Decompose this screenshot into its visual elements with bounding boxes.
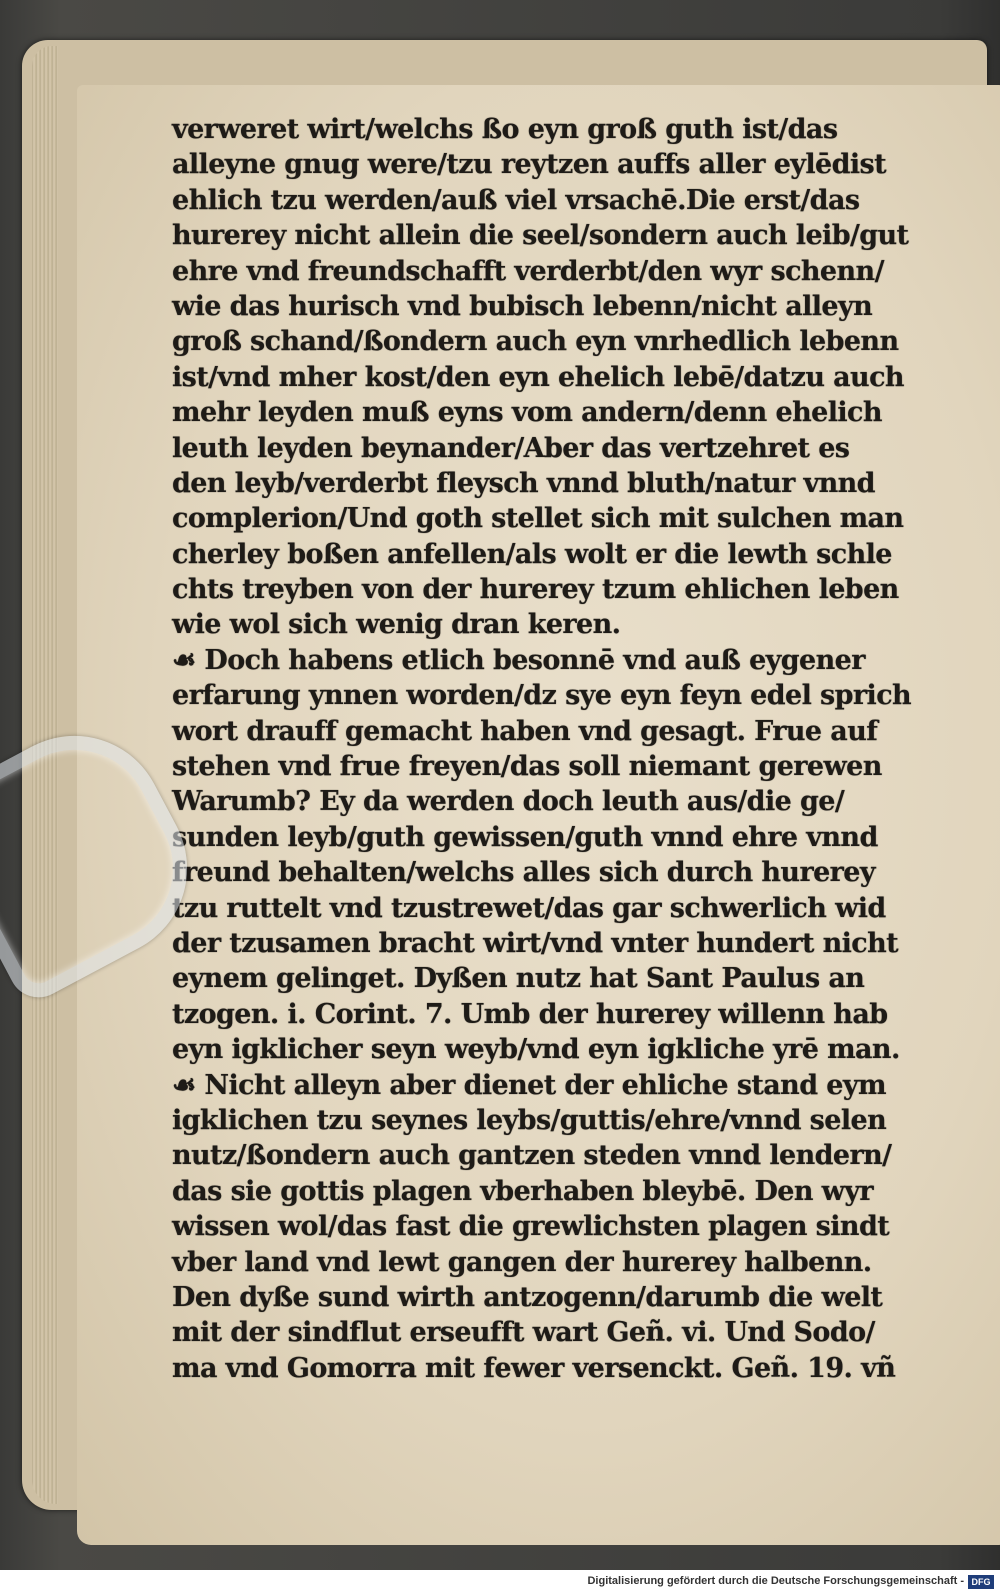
text-line: ma vnd Gomorra mit fewer versenckt. Geñ. 19. vñ (172, 1352, 896, 1384)
text-line: eyn igklicher seyn weyb/vnd eyn igkliche yrē man. (172, 1034, 900, 1066)
text-line: chts treyben von der hurerey tzum ehlichen leben (172, 574, 899, 606)
text-line: mit der sindflut erseufft wart Geñ. vi. Und Sodo/ (172, 1317, 875, 1349)
text-line: cherley boßen anfellen/als wolt er die lewth schle (172, 538, 892, 570)
text-line: ehre vnd freundschafft verderbt/den wyr schenn/ (172, 255, 884, 287)
text-line: sunden leyb/guth gewissen/guth vnnd ehre vnnd (172, 821, 878, 853)
text-line: nutz/ßondern auch gantzen steden vnnd lendern/ (172, 1140, 892, 1172)
text-line: Den dyße sund wirth antzogenn/darumb die welt (172, 1281, 883, 1313)
text-line: alleyne gnug were/tzu reytzen auffs aller eylēdist (172, 149, 887, 181)
text-line: erfarung ynnen worden/dz sye eyn feyn edel sprich (172, 680, 912, 712)
text-line: complerion/Und goth stellet sich mit sulchen man (172, 503, 904, 535)
text-line: das sie gottis plagen vberhaben bleybē. Den wyr (172, 1175, 874, 1207)
text-line: wie das hurisch vnd bubisch lebenn/nicht alleyn (172, 290, 873, 322)
text-line: ehlich tzu werden/auß viel vrsachē.Die erst/das (172, 184, 860, 216)
text-line: ☙ Doch habens etlich besonnē vnd auß eygener (172, 644, 865, 676)
dfg-logo-icon: DFG (968, 1575, 994, 1589)
text-line: tzu ruttelt vnd tzustrewet/das gar schwerlich wid (172, 892, 886, 924)
text-line: leuth leyden beynander/Aber das vertzehret es (172, 432, 850, 464)
text-line: verweret wirt/welchs ßo eyn groß guth ist/das (172, 114, 838, 145)
text-line: ist/vnd mher kost/den eyn ehelich lebē/datzu auch (172, 361, 904, 393)
text-line: vber land vnd lewt gangen der hurerey halbenn. (172, 1246, 872, 1278)
text-line: tzogen. i. Corint. 7. Umb der hurerey willenn hab (172, 998, 888, 1030)
page-text-block (172, 112, 932, 1386)
text-line: eynem gelinget. Dyßen nutz hat Sant Paulus an (172, 963, 865, 995)
text-line: wie wol sich wenig dran keren. (172, 609, 621, 641)
text-line: groß schand/ßondern auch eyn vnrhedlich lebenn (172, 326, 899, 358)
text-line: der tzusamen bracht wirt/vnd vnter hundert nicht (172, 927, 899, 959)
text-line: ☙ Nicht alleyn aber dienet der ehliche stand eym (172, 1069, 886, 1101)
text-line: hurerey nicht allein die seel/sondern auch leib/gut (172, 220, 909, 252)
footer-credit: Digitalisierung gefördert durch die Deutsche Forschungsgemeinschaft - (587, 1575, 964, 1587)
text-line: igklichen tzu seynes leybs/guttis/ehre/vnnd selen (172, 1104, 887, 1136)
text-line: wort drauff gemacht haben vnd gesagt. Frue auf (172, 715, 878, 747)
text-line: mehr leyden muß eyns vom andern/denn ehelich (172, 397, 882, 429)
footer-bar (0, 1570, 1000, 1595)
text-line: Warumb? Ey da werden doch leuth aus/die ge/ (172, 786, 845, 818)
text-line: den leyb/verderbt fleysch vnnd bluth/natur vnnd (172, 467, 875, 499)
text-line: freund behalten/welchs alles sich durch hurerey (172, 857, 875, 889)
text-line: stehen vnd frue freyen/das soll niemant gerewen (172, 751, 882, 783)
text-line: wissen wol/das fast die grewlichsten plagen sindt (172, 1211, 890, 1243)
